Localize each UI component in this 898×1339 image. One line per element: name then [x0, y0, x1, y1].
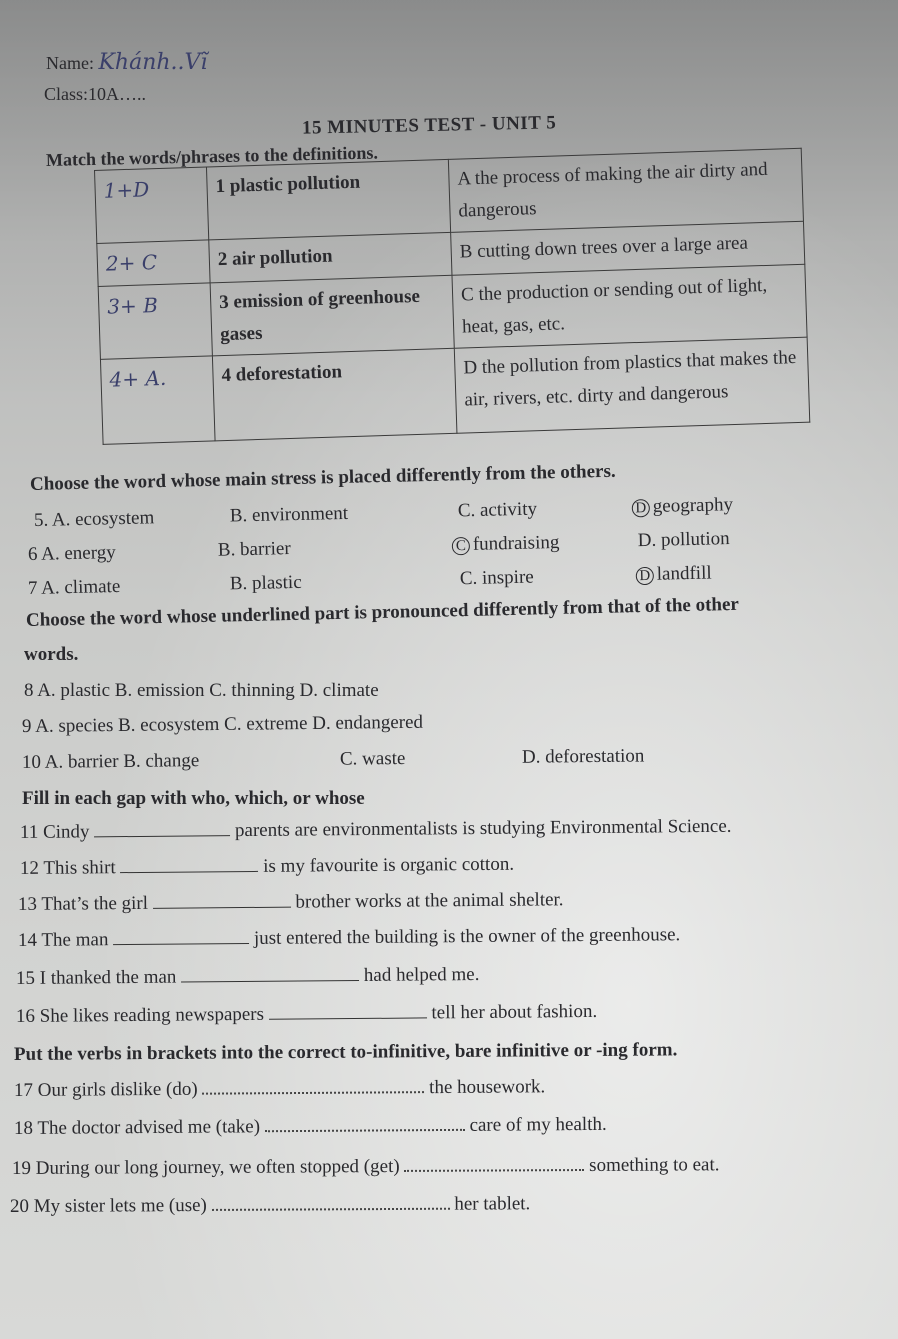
sentence-end: had helped me.	[363, 963, 480, 986]
answer-blank[interactable]	[212, 1194, 450, 1211]
option-c: C. inspire	[459, 566, 534, 590]
question-19	[12, 1154, 720, 1180]
sentence-start: 11 Cindy	[19, 821, 90, 843]
question-17	[14, 1076, 545, 1102]
sentence-end: is my favourite is organic cotton.	[263, 853, 515, 877]
sentence-end: brother works at the animal shelter.	[295, 889, 564, 913]
circled-answer: D	[636, 567, 654, 585]
match-table	[94, 148, 810, 445]
question-8: 8 A. plastic B. emission C. thinning D. climate	[24, 680, 379, 701]
answer-blank[interactable]	[404, 1155, 584, 1172]
option-c	[452, 532, 560, 556]
option-c: C. activity	[457, 498, 538, 522]
match-definition: A the process of making the air dirty and dangerous	[448, 148, 803, 232]
option-d: D. deforestation	[521, 745, 645, 768]
option-d	[632, 494, 734, 518]
stress-instruction: Choose the word whose main stress is placed differently from the others.	[29, 460, 616, 495]
question-14	[18, 924, 680, 952]
option-d	[636, 562, 712, 586]
question-12	[20, 854, 514, 880]
answer-blank[interactable]	[120, 857, 258, 873]
verbs-instruction: Put the verbs in brackets into the correct to-infinitive, bare infinitive or -ing form.	[13, 1039, 678, 1065]
circled-answer: C	[452, 537, 470, 555]
student-name: Khánh..Vĩ	[98, 50, 208, 75]
class-line: Class:10A…..	[44, 84, 147, 104]
option-c-text: fundraising	[472, 531, 560, 555]
sentence-start: 17 Our girls dislike (do)	[13, 1078, 198, 1101]
sentence-start: 16 She likes reading newspapers	[15, 1003, 265, 1027]
answer-blank[interactable]	[265, 1115, 465, 1132]
answer-blank[interactable]	[113, 929, 249, 945]
match-term: 3 emission of greenhouse gases	[210, 275, 454, 356]
match-answer: 2+ C	[105, 250, 158, 276]
match-answer: 1+D	[103, 177, 150, 203]
match-instruction: Match the words/phrases to the definitions.	[45, 142, 379, 170]
pron-instruction: Choose the word whose underlined part is pronounced differently from that of the other	[25, 593, 740, 631]
sentence-start: 19 During our long journey, we often stopped (get)	[11, 1155, 400, 1179]
sentence-start: 20 My sister lets me (use)	[9, 1194, 207, 1217]
sentence-end: tell her about fashion.	[431, 1000, 598, 1024]
relative-instruction: Fill in each gap with who, which, or whose	[22, 788, 365, 809]
sentence-end: parents are environmentalists is studying Environmental Science.	[234, 815, 732, 842]
question-15	[16, 964, 480, 990]
option-a: 6 A. energy	[27, 542, 116, 565]
option-d: D. pollution	[637, 528, 730, 552]
name-line	[46, 50, 207, 75]
sentence-end: something to eat.	[589, 1154, 720, 1176]
sentence-start: 13 That’s the girl	[17, 892, 149, 915]
option-b: B. plastic	[229, 571, 302, 595]
pron-instruction-cont: words.	[24, 644, 79, 665]
name-label: Name:	[46, 53, 94, 73]
question-18	[14, 1114, 607, 1140]
match-answer: 3+ B	[106, 293, 159, 319]
option-d-text: landfill	[656, 562, 712, 585]
option-ab: 10 A. barrier B. change	[21, 750, 200, 773]
option-a: 7 A. climate	[27, 575, 121, 599]
sentence-start: 18 The doctor advised me (take)	[13, 1116, 261, 1139]
match-term: 4 deforestation	[212, 348, 457, 441]
sentence-end: care of my health.	[469, 1113, 607, 1136]
match-definition: C the production or sending out of light, heat, gas, etc.	[452, 264, 807, 348]
match-term: 2 air pollution	[209, 232, 452, 283]
match-answer: 4+ A.	[109, 365, 167, 392]
match-definition: D the pollution from plastics that makes the air, rivers, etc. dirty and dangerous	[454, 337, 809, 433]
question-20	[10, 1193, 530, 1218]
sentence-start: 15 I thanked the man	[15, 966, 177, 989]
answer-blank[interactable]	[269, 1003, 427, 1019]
question-16	[16, 1001, 597, 1028]
test-title: 15 MINUTES TEST - UNIT 5	[301, 112, 557, 139]
circled-answer: D	[632, 499, 650, 517]
question-9: 9 A. species B. ecosystem C. extreme D. endangered	[21, 711, 424, 737]
sentence-end: just entered the building is the owner of the greenhouse.	[253, 924, 681, 949]
sentence-start: 14 The man	[17, 929, 109, 951]
sentence-end: her tablet.	[454, 1193, 531, 1215]
option-b: B. barrier	[217, 538, 291, 561]
answer-blank[interactable]	[94, 821, 230, 837]
option-d-text: geography	[652, 494, 734, 517]
option-c: C. waste	[339, 747, 406, 770]
answer-blank[interactable]	[153, 893, 291, 909]
sentence-start: 12 This shirt	[19, 857, 116, 879]
sentence-end: the housework.	[429, 1076, 546, 1099]
question-13	[18, 889, 564, 916]
option-b: B. environment	[229, 502, 349, 527]
answer-blank[interactable]	[181, 966, 359, 983]
question-10	[22, 745, 722, 778]
match-term: 1 plastic pollution	[206, 159, 450, 240]
option-a: 5. A. ecosystem	[33, 507, 155, 531]
match-definition: B cutting down trees over a large area	[451, 221, 805, 275]
answer-blank[interactable]	[202, 1077, 424, 1095]
question-11	[20, 816, 732, 844]
